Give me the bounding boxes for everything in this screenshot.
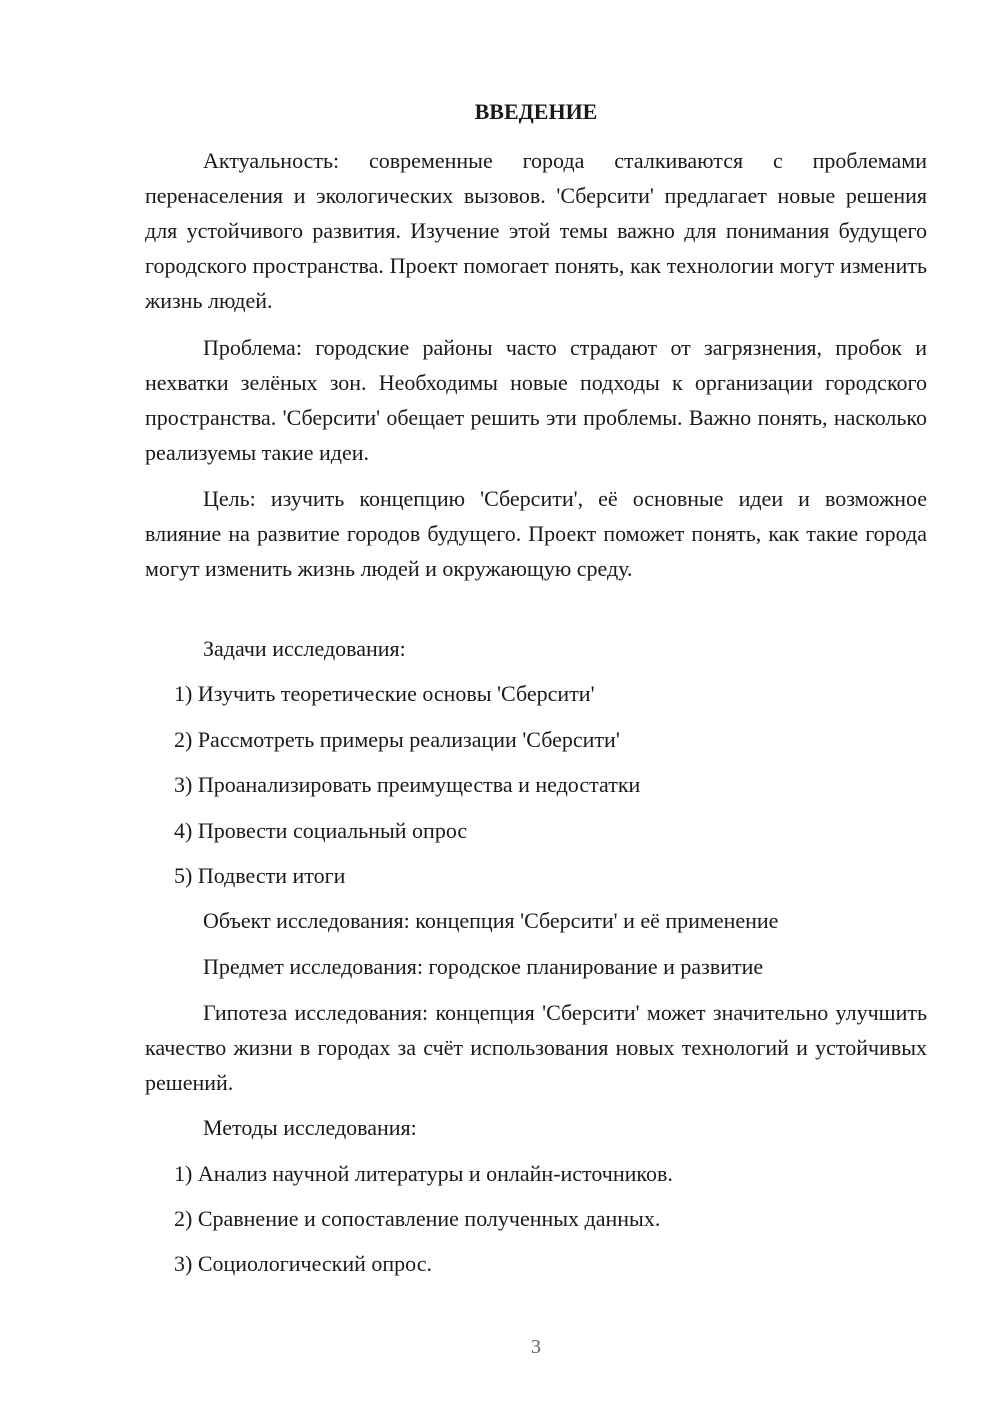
task-item: 5) Подвести итоги	[174, 863, 346, 888]
paragraph-problem: Проблема: городские районы часто страдают от загрязнения, пробок и нехватки зелёных зон. Необходимы новые подходы к организации городского пространства. 'Сберсити' обещает решить эти проблемы. Важно понять, насколько реализуемы такие идеи.	[145, 335, 927, 465]
methods-title: Методы исследования:	[203, 1115, 417, 1140]
paragraph-hypothesis: Гипотеза исследования: концепция 'Сберсити' может значительно улучшить качество жизни в городах за счёт использования новых технологий и устойчивых решений.	[145, 1000, 927, 1095]
method-item: 3) Социологический опрос.	[174, 1251, 432, 1276]
page-number: 3	[531, 1336, 541, 1358]
method-item: 2) Сравнение и сопоставление полученных данных.	[174, 1206, 661, 1231]
research-subject: Предмет исследования: городское планирование и развитие	[203, 954, 764, 979]
task-item: 4) Провести социальный опрос	[174, 818, 468, 843]
tasks-title: Задачи исследования:	[203, 636, 406, 661]
research-object: Объект исследования: концепция 'Сберсити' и её применение	[203, 908, 779, 933]
paragraph-relevance: Актуальность: современные города сталкиваются с проблемами перенаселения и экологических вызовов. 'Сберсити' предлагает новые решения для устойчивого развития. Изучение этой темы важно для понимания будущего городского пространства. Проект помогает понять, как технологии могут изменить жизнь людей.	[145, 148, 927, 313]
paragraph-goal: Цель: изучить концепцию 'Сберсити', её основные идеи и возможное влияние на развитие городов будущего. Проект поможет понять, как такие города могут изменить жизнь людей и окружающую среду.	[145, 486, 927, 581]
task-item: 2) Рассмотреть примеры реализации 'Сберсити'	[174, 727, 620, 752]
section-heading: ВВЕДЕНИЕ	[474, 99, 598, 124]
task-item: 1) Изучить теоретические основы 'Сберсити'	[174, 681, 595, 706]
task-item: 3) Проанализировать преимущества и недостатки	[174, 772, 641, 797]
method-item: 1) Анализ научной литературы и онлайн-источников.	[174, 1161, 673, 1186]
